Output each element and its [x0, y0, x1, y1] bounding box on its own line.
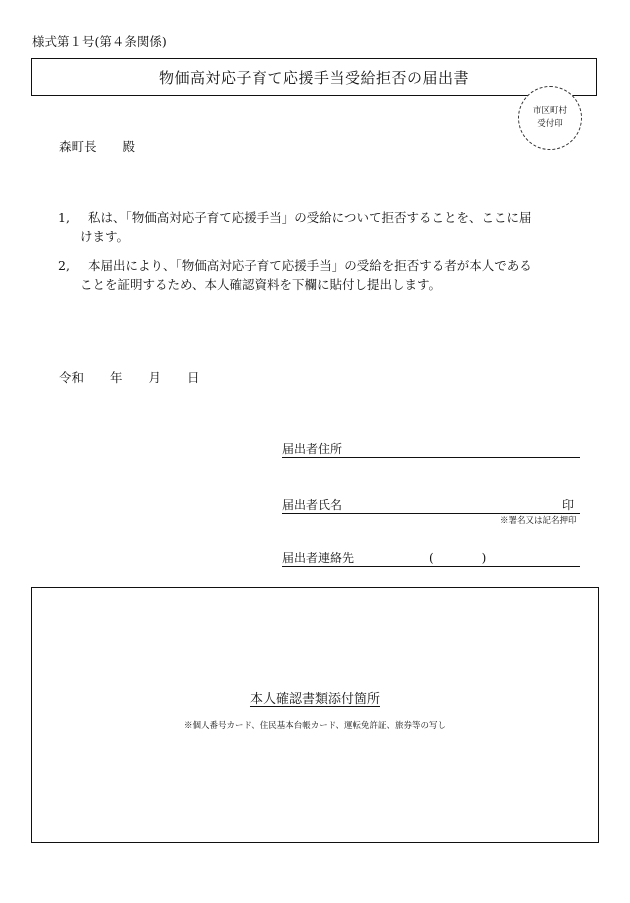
seal-note: ※署名又は記名押印 — [500, 516, 577, 526]
statement-text-continued: けます。 — [80, 229, 130, 244]
attachment-title-wrap — [0, 688, 630, 707]
name-label: 届出者氏名 — [282, 498, 343, 512]
document-title: 物価高対応子育て応援手当受給拒否の届出書 — [158, 68, 469, 87]
contact-parentheses: ( ) — [429, 551, 487, 565]
statement-number: 2, — [58, 258, 70, 273]
date-month: 月 — [148, 370, 162, 385]
addressee-name: 森町長 — [59, 139, 97, 154]
attachment-note: ※個人番号カード、住民基本台帳カード、運転免許証、旅券等の写し — [184, 721, 446, 731]
stamp-line-2: 受付印 — [537, 119, 563, 129]
date-line — [59, 368, 226, 386]
statement-2 — [58, 256, 588, 294]
statement-text-continued: ことを証明するため、本人確認資料を下欄に貼付し提出します。 — [80, 277, 442, 292]
addressee — [59, 137, 135, 155]
date-day: 日 — [187, 370, 200, 385]
address-label: 届出者住所 — [282, 442, 343, 456]
attachment-area — [31, 587, 599, 843]
form-number: 様式第１号(第４条関係) — [32, 34, 167, 49]
statement-number: 1, — [58, 210, 70, 225]
name-field[interactable] — [282, 496, 580, 514]
reception-stamp-circle — [518, 86, 582, 150]
statement-1 — [58, 208, 588, 246]
seal-mark: 印 — [561, 498, 574, 512]
attachment-title: 本人確認書類添付箇所 — [249, 692, 380, 707]
date-era: 令和 — [59, 370, 85, 385]
addressee-honorific: 殿 — [122, 139, 136, 154]
date-year: 年 — [110, 370, 123, 385]
statement-text: 本届出により、「物価高対応子育て応援手当」の受給を拒否する者が本人である — [88, 258, 532, 273]
address-field[interactable] — [282, 440, 580, 458]
statement-text: 私は、「物価高対応子育て応援手当」の受給について拒否することを、ここに届 — [88, 210, 532, 225]
title-box — [31, 58, 597, 96]
contact-label: 届出者連絡先 — [282, 551, 355, 565]
stamp-line-1: 市区町村 — [532, 106, 567, 116]
contact-field[interactable] — [282, 549, 580, 567]
